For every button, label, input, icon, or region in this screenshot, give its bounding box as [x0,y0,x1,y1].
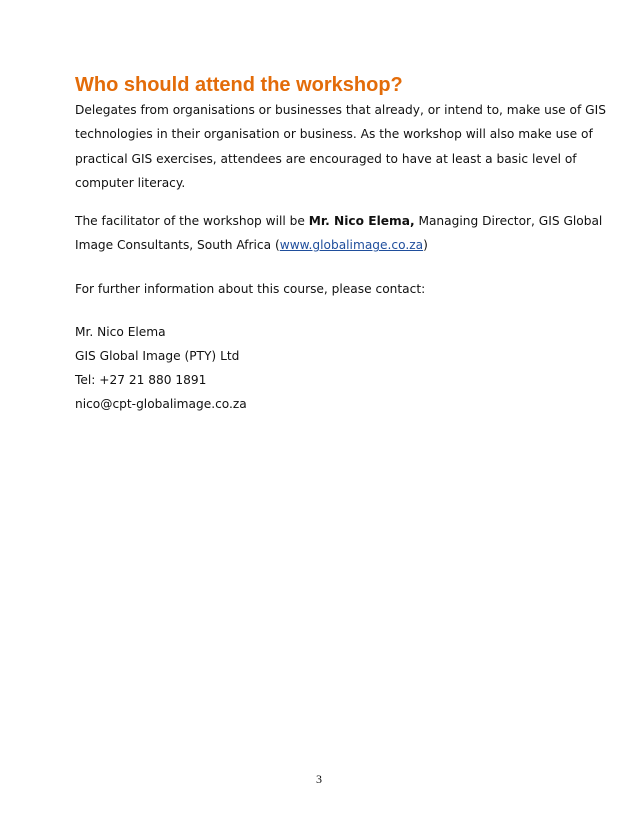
contact-company: GIS Global Image (PTY) Ltd [75,349,240,363]
audience-line: practical GIS exercises, attendees are encouraged to have at least a basic level of [75,151,577,166]
section-heading: Who should attend the workshop? [75,74,403,96]
facilitator-intro-text: The facilitator of the workshop will be [75,214,309,228]
contact-name: Mr. Nico Elema [75,325,166,339]
facilitator-paragraph [75,209,603,258]
audience-line: computer literacy. [75,176,186,191]
contact-intro: For further information about this course, please contact: [75,282,426,296]
page-number: 3 [316,772,322,786]
audience-paragraph [75,98,606,196]
audience-line: Delegates from organisations or businesses that already, or intend to, make use of GIS [75,103,606,117]
facilitator-line-1 [75,209,603,233]
facilitator-line-2 [75,233,563,257]
contact-email: nico@cpt-globalimage.co.za [75,397,247,411]
closing-paren: ) [423,238,428,253]
contact-phone: Tel: +27 21 880 1891 [75,373,207,387]
facilitator-company-text: Image Consultants, South Africa ( [75,238,280,253]
audience-line: technologies in their organisation or business. As the workshop will also make use of [75,127,593,142]
website-link[interactable]: www.globalimage.co.za [279,238,424,253]
facilitator-role-text: Managing Director, GIS Global [414,214,603,228]
facilitator-name: Mr. Nico Elema, [308,214,415,228]
